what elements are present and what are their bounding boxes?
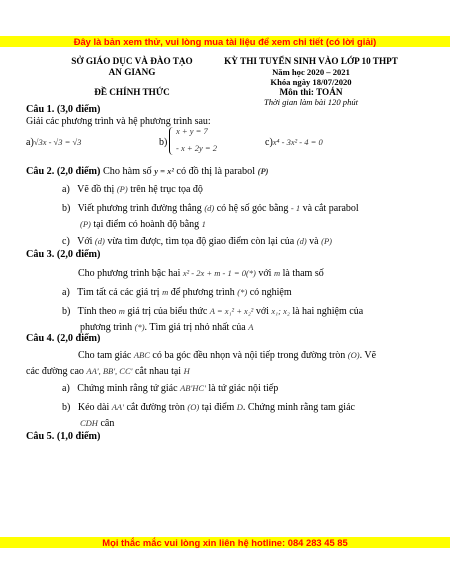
q1-a (26, 137, 81, 148)
q2-intro-pre: Cho hàm số (102, 166, 152, 177)
q2-b-pre: Viết phương trình đường thẳng (77, 203, 202, 214)
q3-b-with: với (255, 306, 269, 317)
q4-a (62, 383, 278, 394)
q1-a-label: a) (26, 137, 34, 148)
q3-intro-pre: Cho phương trình bậc hai (78, 268, 181, 279)
exam-date: Khóa ngày 18/07/2020 (270, 77, 352, 87)
question-5-title: Câu 5. (1,0 điểm) (26, 431, 101, 442)
question-4-title: Câu 4. (2,0 điểm) (26, 333, 101, 344)
q4-b-post: . Chứng minh rằng tam giác (242, 402, 355, 413)
q4-b-label: b) (62, 402, 71, 413)
q1-b-label: b) (159, 137, 168, 148)
q4-b-O: (O) (187, 402, 200, 412)
q4-b (62, 402, 355, 413)
q3-intro-m: m (273, 268, 281, 278)
q4-b-line2 (80, 418, 114, 429)
q3-a-label: a) (62, 287, 70, 298)
q3-intro-end: là tham số (282, 268, 324, 279)
q4-line2 (26, 366, 190, 377)
q3-a (62, 287, 292, 298)
q4-quad: AB'HC' (180, 383, 206, 393)
q4-a-pre: Chứng minh rằng tứ giác (77, 383, 178, 394)
official-label: ĐỀ CHÍNH THỨC (94, 87, 170, 97)
q3-b-line2 (80, 322, 253, 333)
q3-a-star: (*) (237, 287, 248, 297)
q3-intro (78, 268, 324, 279)
q2-a (62, 184, 203, 195)
q2-b-post: và cắt parabol (302, 203, 359, 214)
q2-c-label: c) (62, 236, 70, 247)
school-year: Năm học 2020 – 2021 (272, 67, 350, 77)
q2-a-post: trên hệ trục tọa độ (130, 184, 203, 195)
q2-b-one: 1 (201, 219, 206, 229)
q4-b-seg: AA' (111, 402, 124, 412)
question-2 (26, 166, 268, 177)
q4-intro-pre: Cho tam giác (78, 350, 132, 361)
q2-intro-fn: y = x² (154, 166, 174, 176)
q2-b-P: (P) (80, 219, 91, 229)
q1-c-label: c) (265, 137, 273, 148)
q3-a-mid: để phương trình (170, 287, 235, 298)
q4-a-post: là tứ giác nội tiếp (208, 383, 279, 394)
q4-line2-pre: các đường cao (26, 366, 84, 377)
q2-a-pre: Vẽ đồ thị (77, 184, 115, 195)
q3-b-roots: x₁; x₂ (271, 306, 290, 316)
q2-c-mid: vừa tìm được, tìm tọa độ giao điểm còn lại của (107, 236, 295, 247)
q4-O: (O) (347, 350, 360, 360)
q2-b-slope: - 1 (290, 203, 301, 213)
q3-b-expr: A = x₁² + x₂² (209, 306, 254, 316)
q3-b-A: A (248, 322, 254, 332)
q1-a-expr: √3x - √3 = √3 (33, 137, 82, 147)
q3-b-m: m (118, 306, 125, 316)
q4-intro-post: . Vẽ (359, 350, 377, 361)
question-2-title: Câu 2. (2,0 điểm) (26, 166, 101, 177)
q1-c (265, 137, 323, 148)
q1-b-eq1: x + y = 7 (176, 126, 208, 136)
q3-b-star: (*) (134, 322, 145, 332)
q3-intro-eq: x² - 2x + m - 1 = 0(*) (182, 268, 256, 278)
q2-a-P: (P) (116, 184, 128, 194)
q4-b-at: tại điểm (201, 402, 235, 413)
q4-b-D: D (236, 402, 243, 412)
exam-title: KỲ THI TUYỂN SINH VÀO LỚP 10 THPT (224, 56, 398, 66)
q3-b (62, 306, 363, 317)
q3-a-m: m (162, 287, 169, 297)
q3-b-mid: giá trị của biểu thức (127, 306, 208, 317)
q2-c-and: và (309, 236, 319, 247)
q3-b-line2-pre: phương trình (80, 322, 133, 333)
q2-b (62, 203, 359, 214)
system-brace (169, 127, 176, 155)
q2-b-d: (d) (204, 203, 215, 213)
q3-intro-post: với (258, 268, 272, 279)
hotline-banner: Mọi thắc mắc vui lòng xin liên hệ hotline: 084 283 45 85 (0, 537, 450, 548)
q1-intro: Giải các phương trình và hệ phương trình sau: (26, 116, 211, 127)
q4-b-pre: Kéo dài (77, 402, 110, 413)
q1-c-expr: x⁴ - 3x² - 4 = 0 (272, 137, 323, 147)
dept-line2: AN GIANG (108, 67, 156, 77)
q2-c-pre: Với (77, 236, 93, 247)
q3-b-label: b) (62, 306, 71, 317)
q3-a-post: có nghiệm (249, 287, 292, 298)
q2-b-line2-post: tại điểm có hoành độ bằng (93, 219, 200, 230)
q2-c-d1: (d) (94, 236, 105, 246)
q4-altitudes: AA', BB', CC' (86, 366, 133, 376)
q4-CDH: CDH (80, 418, 98, 428)
q4-b-end: cân (100, 418, 115, 429)
q3-b-post: là hai nghiệm của (292, 306, 364, 317)
dept-line1: SỞ GIÁO DỤC VÀ ĐÀO TẠO (71, 56, 193, 66)
preview-banner: Đây là bản xem thử, vui lòng mua tài liệu để xem chi tiết (có lời giải) (0, 36, 450, 47)
q2-b-label: b) (62, 203, 71, 214)
q4-a-label: a) (62, 383, 70, 394)
subject: Môn thi: TOÁN (279, 87, 343, 97)
q4-ABC: ABC (133, 350, 150, 360)
q3-b-pre: Tính theo (77, 306, 117, 317)
q2-b-line2 (80, 219, 206, 230)
q2-a-label: a) (62, 184, 70, 195)
question-3-title: Câu 3. (2,0 điểm) (26, 249, 101, 260)
q2-intro-post: có đồ thị là parabol (176, 166, 256, 177)
q4-b-mid: cắt đường tròn (126, 402, 185, 413)
question-1-title: Câu 1. (3,0 điểm) (26, 104, 101, 115)
q2-c-P: (P) (321, 236, 332, 246)
q2-b-mid: có hệ số góc bằng (216, 203, 289, 214)
q4-intro (78, 350, 376, 361)
q2-c-d2: (d) (296, 236, 307, 246)
q3-b-line2-post: . Tìm giá trị nhỏ nhất của (144, 322, 246, 333)
q4-line2-mid: cắt nhau tại (134, 366, 182, 377)
q4-intro-mid: có ba góc đều nhọn và nội tiếp trong đường tròn (152, 350, 346, 361)
q1-b-eq2: - x + 2y = 2 (176, 143, 217, 153)
q2-intro-P: (P) (257, 166, 269, 176)
duration: Thời gian làm bài 120 phút (263, 97, 359, 107)
q2-c (62, 236, 332, 247)
q4-H: H (183, 366, 190, 376)
q3-a-pre: Tìm tất cả các giá trị (77, 287, 160, 298)
